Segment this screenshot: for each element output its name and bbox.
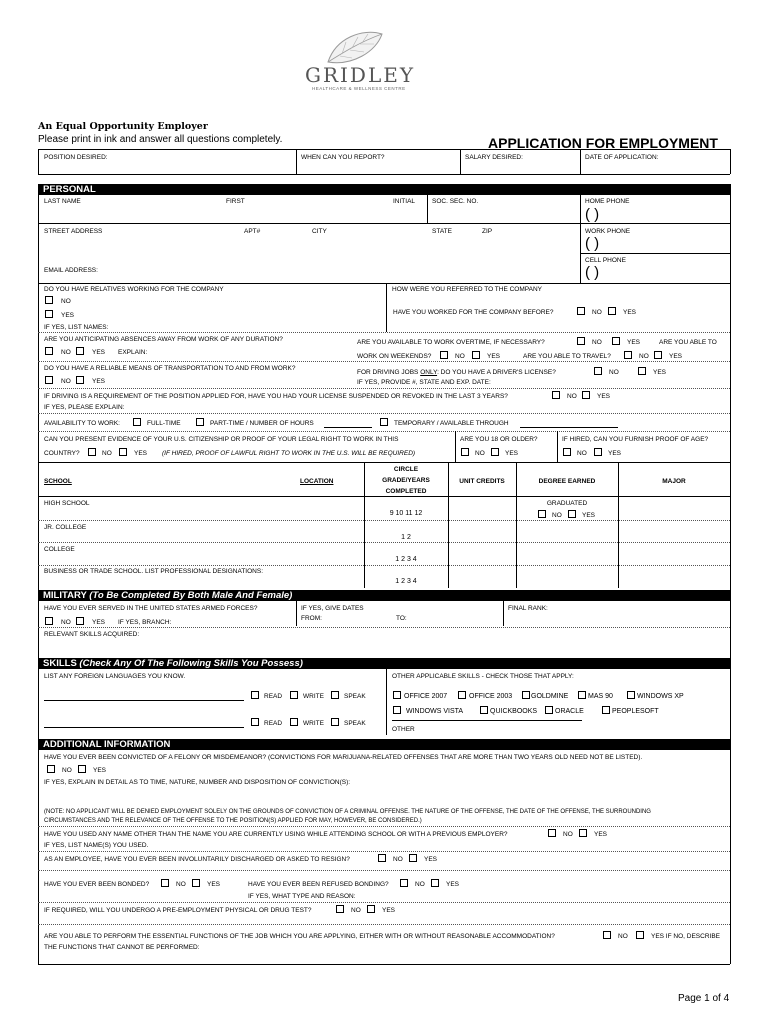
from-date-field[interactable]: FROM: xyxy=(301,615,322,622)
salary-desired-field[interactable]: SALARY DESIRED: xyxy=(465,154,523,161)
overtime-question: ARE YOU AVAILABLE TO WORK OVERTIME, IF NECESSARY? xyxy=(357,339,545,346)
first-name-field[interactable]: FIRST xyxy=(226,198,245,205)
office2003-checkbox[interactable] xyxy=(458,691,466,699)
license-yes-label: YES xyxy=(653,369,667,376)
military-section-header: MILITARY (To Be Completed By Both Male And Female) xyxy=(38,590,730,601)
lang1-read-checkbox[interactable] xyxy=(251,691,259,699)
transport-yes-checkbox[interactable] xyxy=(76,376,84,384)
skills-section-header: SKILLS (Check Any Of The Following Skills You Possess) xyxy=(38,658,730,669)
circle-col-header-2: GRADE/YEARS xyxy=(382,477,430,484)
absences-yes-label: YES xyxy=(92,349,106,356)
relatives-yes-checkbox[interactable] xyxy=(45,310,53,318)
worked-before-yes-checkbox[interactable] xyxy=(608,307,616,315)
felony-no-label: NO xyxy=(62,767,72,774)
lang1-speak-label: SPEAK xyxy=(344,693,366,700)
worked-before-question: HAVE YOU WORKED FOR THE COMPANY BEFORE? xyxy=(393,309,554,316)
military-no-label: NO xyxy=(61,619,71,626)
instructions: Please print in ink and answer all questions completely. xyxy=(38,134,283,145)
discharged-yes-label: YES xyxy=(424,856,438,863)
goldmine-checkbox[interactable] xyxy=(522,691,530,699)
oracle-label: ORACLE xyxy=(555,708,584,715)
discharged-no-checkbox[interactable] xyxy=(378,854,386,862)
lang1-speak-checkbox[interactable] xyxy=(331,691,339,699)
lang2-write-label: WRITE xyxy=(303,720,324,727)
lang2-write-checkbox[interactable] xyxy=(290,718,298,726)
military-no-checkbox[interactable] xyxy=(45,617,53,625)
windows-vista-label: WINDOWS VISTA xyxy=(406,708,464,715)
weekends-no-label: NO xyxy=(455,353,465,360)
physical-no-label: NO xyxy=(351,907,361,914)
suspended-explain-field[interactable]: IF YES, PLEASE EXPLAIN: xyxy=(44,404,125,411)
proof-required-note: (IF HIRED, PROOF OF LAWFUL RIGHT TO WORK IN THE U.S. WILL BE REQUIRED) xyxy=(162,450,416,457)
felony-no-checkbox[interactable] xyxy=(47,765,55,773)
relatives-no-checkbox[interactable] xyxy=(45,296,53,304)
initial-field[interactable]: INITIAL xyxy=(393,198,416,205)
home-phone-field[interactable]: ( ) xyxy=(585,206,600,223)
travel-yes-label: YES xyxy=(669,353,683,360)
lang2-read-label: READ xyxy=(264,720,283,727)
apt-field[interactable]: APT# xyxy=(244,228,261,235)
license-details-field[interactable]: IF YES, PROVIDE #, STATE AND EXP. DATE: xyxy=(357,379,491,386)
drivers-license-question: FOR DRIVING JOBS ONLY: DO YOU HAVE A DRIVER'S LICENSE? xyxy=(357,369,556,376)
other-name-yes-label: YES xyxy=(594,831,608,838)
business-grades[interactable]: 1 2 3 4 xyxy=(395,578,417,585)
list-names-field[interactable]: IF YES, LIST NAMES: xyxy=(44,324,109,331)
bonded-no-label: NO xyxy=(176,881,186,888)
proof-age-yes-label: YES xyxy=(608,450,622,457)
windows-vista-checkbox[interactable] xyxy=(393,706,401,714)
mas90-label: MAS 90 xyxy=(588,693,613,700)
bonded-question: HAVE YOU EVER BEEN BONDED? xyxy=(44,881,150,888)
full-time-label: FULL-TIME xyxy=(147,420,181,427)
suspended-no-label: NO xyxy=(567,393,577,400)
page-title: APPLICATION FOR EMPLOYMENT xyxy=(488,135,718,151)
work-phone-label: WORK PHONE xyxy=(585,228,631,235)
street-address-field[interactable]: STREET ADDRESS xyxy=(44,228,103,235)
oracle-checkbox[interactable] xyxy=(545,706,553,714)
graduated-no-checkbox[interactable] xyxy=(538,510,546,518)
conviction-details-field[interactable]: IF YES, EXPLAIN IN DETAIL AS TO TIME, NATURE, NUMBER AND DISPOSITION OF CONVICTION(S): xyxy=(44,779,351,786)
absences-yes-checkbox[interactable] xyxy=(76,347,84,355)
office2007-label: OFFICE 2007 xyxy=(404,693,448,700)
lang1-read-label: READ xyxy=(264,693,283,700)
leaf-logo-icon xyxy=(322,28,386,66)
other-skills-field[interactable]: OTHER xyxy=(392,726,415,733)
school-col-header: SCHOOL xyxy=(44,478,72,485)
part-time-checkbox[interactable] xyxy=(196,418,204,426)
full-time-checkbox[interactable] xyxy=(133,418,141,426)
essential-yes-label: YES IF NO, DESCRIBE xyxy=(651,933,720,940)
absences-no-checkbox[interactable] xyxy=(45,347,53,355)
license-no-checkbox[interactable] xyxy=(594,367,602,375)
age-no-checkbox[interactable] xyxy=(461,448,469,456)
languages-label: LIST ANY FOREIGN LANGUAGES YOU KNOW. xyxy=(44,673,186,680)
age-yes-checkbox[interactable] xyxy=(491,448,499,456)
goldmine-label: GOLDMINE xyxy=(531,693,569,700)
page-number: Page 1 of 4 xyxy=(678,993,730,1004)
citizenship-yes-checkbox[interactable] xyxy=(119,448,127,456)
zip-field[interactable]: ZIP xyxy=(482,228,493,235)
relatives-question: DO YOU HAVE RELATIVES WORKING FOR THE COMPANY xyxy=(44,286,224,293)
suspended-question: IF DRIVING IS A REQUIREMENT OF THE POSITION APPLIED FOR, HAVE YOU HAD YOUR LICENSE SUSPENDED OR REVOKED IN THE LAST 3 YEARS? xyxy=(44,393,508,400)
temporary-label: TEMPORARY / AVAILABLE THROUGH xyxy=(394,420,509,427)
able-to-work-label: ARE YOU ABLE TO xyxy=(659,339,717,346)
logo-tagline: HEALTHCARE & WELLNESS CENTRE xyxy=(312,86,406,91)
last-name-field[interactable]: LAST NAME xyxy=(44,198,81,205)
degree-earned-col-header: DEGREE EARNED xyxy=(538,478,596,485)
other-skills-label: OTHER APPLICABLE SKILLS - CHECK THOSE THAT APPLY: xyxy=(392,673,574,680)
essential-no-label: NO xyxy=(618,933,628,940)
logo-name: GRIDLEY xyxy=(305,63,416,87)
overtime-yes-label: YES xyxy=(627,339,641,346)
citizenship-question: CAN YOU PRESENT EVIDENCE OF YOUR U.S. CITIZENSHIP OR PROOF OF YOUR LEGAL RIGHT TO WORK IN THIS xyxy=(44,436,399,443)
eoe-title: An Equal Opportunity Employer xyxy=(38,121,208,132)
other-name-question: HAVE YOU USED ANY NAME OTHER THAN THE NAME YOU ARE CURRENTLY USING WHILE ATTENDING SCHOOL OR WITH A PREVIOUS EMPLOYER? xyxy=(44,831,508,838)
transport-no-checkbox[interactable] xyxy=(45,376,53,384)
referred-question: HOW WERE YOU REFERRED TO THE COMPANY xyxy=(392,286,542,293)
essential-functions-question: ARE YOU ABLE TO PERFORM THE ESSENTIAL FUNCTIONS OF THE JOB WHICH YOU ARE APPLYING, EITHER WITH OR WITHOUT REASONABLE ACCOMMODATION? xyxy=(44,933,555,940)
home-phone-label: HOME PHONE xyxy=(585,198,630,205)
state-field[interactable]: STATE xyxy=(432,228,452,235)
relatives-yes-label: YES xyxy=(61,312,75,319)
absences-question: ARE YOU ANTICIPATING ABSENCES AWAY FROM WORK OF ANY DURATION? xyxy=(44,336,283,343)
work-phone-field[interactable]: ( ) xyxy=(585,235,600,252)
bonded-yes-checkbox[interactable] xyxy=(192,879,200,887)
relatives-no-label: NO xyxy=(61,298,71,305)
travel-question: ARE YOU ABLE TO TRAVEL? xyxy=(523,353,611,360)
personal-section-header: PERSONAL xyxy=(38,184,730,195)
physical-question: IF REQUIRED, WILL YOU UNDERGO A PRE-EMPLOYMENT PHYSICAL OR DRUG TEST? xyxy=(44,907,312,914)
position-desired-field[interactable]: POSITION DESIRED: xyxy=(44,154,108,161)
physical-no-checkbox[interactable] xyxy=(336,905,344,913)
lang1-write-label: WRITE xyxy=(303,693,324,700)
weekends-yes-checkbox[interactable] xyxy=(472,351,480,359)
overtime-no-label: NO xyxy=(592,339,602,346)
circle-col-header-1: CIRCLE xyxy=(393,466,419,473)
other-name-no-checkbox[interactable] xyxy=(548,829,556,837)
windows-xp-checkbox[interactable] xyxy=(627,691,635,699)
lang2-speak-label: SPEAK xyxy=(344,720,366,727)
refused-bonding-question: HAVE YOU EVER BEEN REFUSED BONDING? xyxy=(248,881,389,888)
age-no-label: NO xyxy=(475,450,485,457)
college-field[interactable]: COLLEGE xyxy=(44,546,75,553)
proof-age-no-checkbox[interactable] xyxy=(563,448,571,456)
availability-label: AVAILABILITY TO WORK: xyxy=(44,420,120,427)
mas90-checkbox[interactable] xyxy=(578,691,586,699)
final-rank-field[interactable]: FINAL RANK: xyxy=(508,605,548,612)
circle-col-header-3: COMPLETED xyxy=(385,488,427,495)
lang2-speak-checkbox[interactable] xyxy=(331,718,339,726)
refused-yes-checkbox[interactable] xyxy=(431,879,439,887)
military-yes-checkbox[interactable] xyxy=(76,617,84,625)
transport-question: DO YOU HAVE A RELIABLE MEANS OF TRANSPORTATION TO AND FROM WORK? xyxy=(44,365,296,372)
worked-before-no-label: NO xyxy=(592,309,602,316)
travel-no-label: NO xyxy=(639,353,649,360)
license-yes-checkbox[interactable] xyxy=(638,367,646,375)
cell-phone-label: CELL PHONE xyxy=(585,257,626,264)
travel-no-checkbox[interactable] xyxy=(624,351,632,359)
windows-xp-label: WINDOWS XP xyxy=(637,693,684,700)
business-school-field[interactable]: BUSINESS OR TRADE SCHOOL. LIST PROFESSIONAL DESIGNATIONS: xyxy=(44,568,264,575)
graduated-no-label: NO xyxy=(552,512,562,519)
overtime-yes-checkbox[interactable] xyxy=(612,337,620,345)
weekends-no-checkbox[interactable] xyxy=(440,351,448,359)
absences-explain-field[interactable]: EXPLAIN: xyxy=(118,349,148,356)
suspended-yes-label: YES xyxy=(597,393,611,400)
essential-yes-checkbox[interactable] xyxy=(636,931,644,939)
suspended-yes-checkbox[interactable] xyxy=(582,391,590,399)
quickbooks-checkbox[interactable] xyxy=(480,706,488,714)
lang1-write-checkbox[interactable] xyxy=(290,691,298,699)
refused-yes-label: YES xyxy=(446,881,460,888)
jr-college-field[interactable]: JR. COLLEGE xyxy=(44,524,87,531)
office2003-label: OFFICE 2003 xyxy=(469,693,513,700)
names-used-field[interactable]: IF YES, LIST NAME(S) YOU USED. xyxy=(44,842,149,849)
note-line-1: (NOTE: NO APPLICANT WILL BE DENIED EMPLOYMENT SOLELY ON THE GROUNDS OF CONVICTION OF A CRIMINAL OFFENSE. THE NATURE OF THE OFFENSE, THE DATE OF THE OFFENSE, THE SURROUNDING xyxy=(44,809,651,815)
proof-age-no-label: NO xyxy=(577,450,587,457)
worked-before-yes-label: YES xyxy=(623,309,637,316)
email-field[interactable]: EMAIL ADDRESS: xyxy=(44,267,98,274)
country-label: COUNTRY? xyxy=(44,450,80,457)
quickbooks-label: QUICKBOOKS xyxy=(490,708,538,715)
armed-forces-question: HAVE YOU EVER SERVED IN THE UNITED STATES ARMED FORCES? xyxy=(44,605,258,612)
discharged-question: AS AN EMPLOYEE, HAVE YOU EVER BEEN INVOLUNTARILY DISCHARGED OR ASKED TO RESIGN? xyxy=(44,856,350,863)
jr-grades[interactable]: 1 2 xyxy=(401,534,411,541)
travel-yes-checkbox[interactable] xyxy=(654,351,662,359)
lang2-read-checkbox[interactable] xyxy=(251,718,259,726)
graduated-yes-label: YES xyxy=(582,512,596,519)
college-grades[interactable]: 1 2 3 4 xyxy=(395,556,417,563)
additional-section-header: ADDITIONAL INFORMATION xyxy=(38,739,730,750)
weekends-yes-label: YES xyxy=(487,353,501,360)
major-col-header: MAJOR xyxy=(662,478,686,485)
high-school-field[interactable]: HIGH SCHOOL xyxy=(44,500,90,507)
bonded-yes-label: YES xyxy=(207,881,221,888)
citizenship-no-checkbox[interactable] xyxy=(88,448,96,456)
bonding-reason-field[interactable]: IF YES, WHAT TYPE AND REASON: xyxy=(248,893,356,900)
discharged-yes-checkbox[interactable] xyxy=(409,854,417,862)
hs-grades[interactable]: 9 10 11 12 xyxy=(389,510,423,517)
city-field[interactable]: CITY xyxy=(312,228,327,235)
citizenship-yes-label: YES xyxy=(134,450,148,457)
worked-before-no-checkbox[interactable] xyxy=(577,307,585,315)
refused-no-checkbox[interactable] xyxy=(400,879,408,887)
felony-question: HAVE YOU EVER BEEN CONVICTED OF A FELONY OR MISDEMEANOR? (CONVICTIONS FOR MARIJUANA-RELATED OFFENSES THAT ARE MORE THAN TWO YEARS OLD NEED NOT BE LISTED). xyxy=(44,754,643,761)
military-yes-label: YES xyxy=(92,619,106,626)
date-of-application-field[interactable]: DATE OF APPLICATION: xyxy=(585,154,659,161)
office2007-checkbox[interactable] xyxy=(393,691,401,699)
transport-no-label: NO xyxy=(61,378,71,385)
overtime-no-checkbox[interactable] xyxy=(577,337,585,345)
branch-field[interactable]: IF YES, BRANCH: xyxy=(118,619,172,626)
essential-no-checkbox[interactable] xyxy=(603,931,611,939)
absences-no-label: NO xyxy=(61,349,71,356)
other-name-no-label: NO xyxy=(563,831,573,838)
suspended-no-checkbox[interactable] xyxy=(552,391,560,399)
functions-not-performed-field[interactable]: THE FUNCTIONS THAT CANNOT BE PERFORMED: xyxy=(44,944,200,951)
proof-age-question: IF HIRED, CAN YOU FURNISH PROOF OF AGE? xyxy=(562,436,709,443)
unit-credits-col-header: UNIT CREDITS xyxy=(459,478,505,485)
age-yes-label: YES xyxy=(505,450,519,457)
proof-age-yes-checkbox[interactable] xyxy=(594,448,602,456)
age-question: ARE YOU 18 OR OLDER? xyxy=(460,436,538,443)
felony-yes-checkbox[interactable] xyxy=(78,765,86,773)
part-time-label: PART-TIME / NUMBER OF HOURS xyxy=(210,420,314,427)
felony-yes-label: YES xyxy=(93,767,107,774)
discharged-no-label: NO xyxy=(393,856,403,863)
location-col-header: LOCATION xyxy=(300,478,334,485)
graduated-label: GRADUATED xyxy=(546,500,588,507)
graduated-yes-checkbox[interactable] xyxy=(568,510,576,518)
give-dates-label: IF YES, GIVE DATES xyxy=(301,605,364,612)
peoplesoft-checkbox[interactable] xyxy=(602,706,610,714)
other-name-yes-checkbox[interactable] xyxy=(579,829,587,837)
temporary-checkbox[interactable] xyxy=(380,418,388,426)
peoplesoft-label: PEOPLESOFT xyxy=(612,708,659,715)
weekends-question: WORK ON WEEKENDS? xyxy=(357,353,432,360)
note-line-2: CIRCUMSTANCES AND THE RELEVANCE OF THE OFFENSE TO THE POSITION(S) APPLIED FOR MAY, HOWEVER, BE CONSIDERED.) xyxy=(44,818,422,824)
cell-phone-field[interactable]: ( ) xyxy=(585,264,600,281)
to-date-field[interactable]: TO: xyxy=(396,615,407,622)
refused-no-label: NO xyxy=(415,881,425,888)
ssn-field[interactable]: SOC. SEC. NO. xyxy=(432,198,479,205)
when-report-field[interactable]: WHEN CAN YOU REPORT? xyxy=(301,154,385,161)
physical-yes-checkbox[interactable] xyxy=(367,905,375,913)
physical-yes-label: YES xyxy=(382,907,396,914)
bonded-no-checkbox[interactable] xyxy=(161,879,169,887)
citizenship-no-label: NO xyxy=(102,450,112,457)
transport-yes-label: YES xyxy=(92,378,106,385)
license-no-label: NO xyxy=(609,369,619,376)
relevant-skills-field[interactable]: RELEVANT SKILLS ACQUIRED: xyxy=(44,631,140,638)
